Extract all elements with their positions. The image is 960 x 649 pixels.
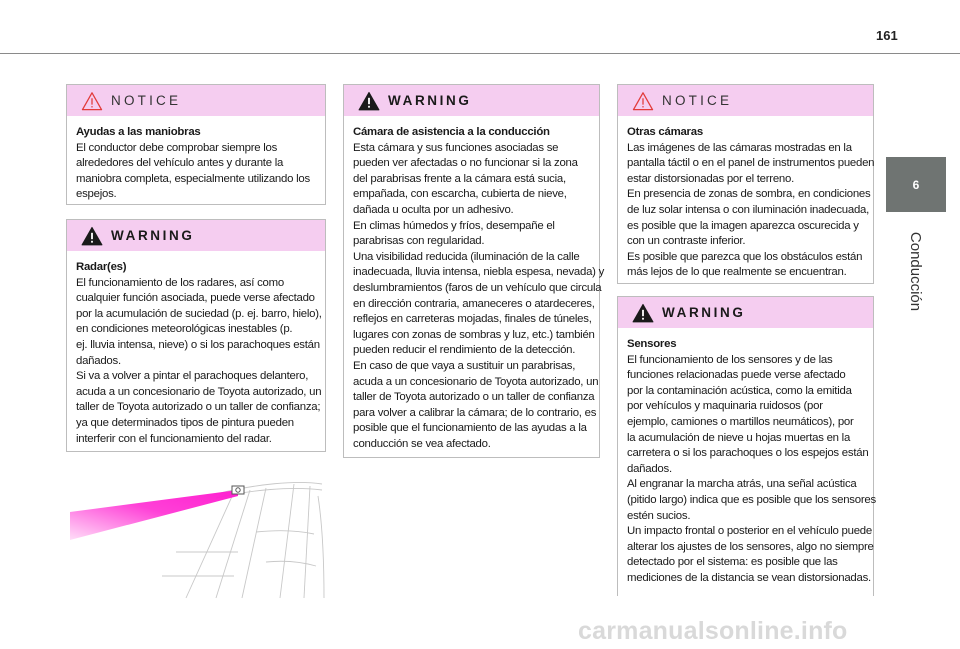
windshield-camera-icon	[66, 472, 328, 600]
box-text-line: Esta cámara y sus funciones asociadas se	[353, 141, 559, 154]
box-text-line: es posible que la imagen aparezca oscurecida y	[627, 219, 859, 232]
box-text-line: por vehículos y maquinaria ruidosos (por	[627, 400, 823, 413]
box-text-line: Una visibilidad reducida (iluminación de la calle	[353, 250, 580, 263]
box-text-line: ya que determinados tipos de pintura pueden	[76, 416, 294, 429]
box-lines	[76, 141, 316, 203]
warning-box-sensors	[617, 296, 874, 596]
warning-box-radar	[66, 219, 326, 452]
box-body	[618, 328, 876, 587]
box-text-line: ej. lluvia intensa, nieve) o si los parachoques están	[76, 338, 320, 351]
box-header	[344, 85, 599, 116]
chapter-title-text: Conducción	[907, 231, 925, 311]
box-lines	[76, 276, 322, 448]
box-text-line: estar distorsionadas por el terreno.	[627, 172, 795, 185]
box-text-line: Las imágenes de las cámaras mostradas en la	[627, 141, 852, 154]
box-text-line: en dirección contraria, amaneceres o atardeceres,	[353, 297, 595, 310]
box-text-line: dañada u oculta por un adhesivo.	[353, 203, 514, 216]
box-text-line: conducción se vea afectado.	[353, 437, 491, 450]
box-header	[618, 297, 873, 328]
chapter-tab[interactable]: 6	[886, 157, 946, 212]
box-body	[618, 116, 873, 281]
box-text-line: alrededores del vehículo antes y durante la	[76, 157, 284, 170]
box-text-line: posible que el funcionamiento de las ayudas a la	[353, 422, 587, 435]
box-text-line: lugares con zonas de sombras y luz, etc.) también	[353, 328, 595, 341]
chapter-title	[892, 216, 940, 326]
box-header-label: NOTICE	[662, 93, 733, 108]
box-header-label: NOTICE	[111, 93, 182, 108]
box-text-line: detectado por el sistema: es posible que las	[627, 556, 838, 569]
box-body	[67, 116, 325, 203]
box-text-line: (pitido largo) indica que es posible que los sensores	[627, 493, 876, 506]
box-header-label: WARNING	[662, 305, 746, 320]
box-text-line: parabrisas con regularidad.	[353, 235, 485, 248]
box-text-line: El funcionamiento de los sensores y de las	[627, 353, 833, 366]
box-title: Sensores	[627, 338, 677, 350]
box-text-line: pueden ver afectadas o no funcionar si la zona	[353, 157, 578, 170]
box-title: Ayudas a las maniobras	[76, 126, 201, 138]
box-text-line: cualquier función asociada, puede verse afectado	[76, 292, 315, 305]
box-header-label: WARNING	[111, 228, 195, 243]
box-title: Otras cámaras	[627, 126, 703, 138]
box-header	[67, 85, 325, 116]
box-text-line: funciones relacionadas puede verse afectado	[627, 369, 846, 382]
warning-box-driving-camera	[343, 84, 605, 458]
warning-outline-icon	[632, 91, 654, 111]
box-text-line: de luz solar intensa o con iluminación inadecuada,	[627, 203, 870, 216]
box-body	[67, 251, 325, 447]
box-text-line: En caso de que vaya a sustituir un parabrisas,	[353, 359, 576, 372]
box-text-line: para volver a calibrar la cámara; de lo contrario, es	[353, 406, 597, 419]
page-number: 161	[876, 28, 898, 43]
box-text-line: con un contraste inferior.	[627, 235, 746, 248]
box-header	[67, 220, 325, 251]
warning-filled-icon	[81, 226, 103, 246]
box-text-line: pantalla táctil o en el panel de instrumentos pueden	[627, 157, 875, 170]
box-text-line: taller de Toyota autorizado o un taller de confianza;	[76, 401, 321, 414]
warning-outline-icon	[81, 91, 103, 111]
box-text-line: interferir con el funcionamiento del radar.	[76, 432, 272, 445]
box-text-line: del parabrisas frente a la cámara está sucia,	[353, 172, 566, 185]
box-text-line: Es posible que parezca que los obstáculos están	[627, 250, 863, 263]
box-title: Cámara de asistencia a la conducción	[353, 126, 550, 138]
box-title: Radar(es)	[76, 261, 127, 273]
box-text-line: Un impacto frontal o posterior en el vehículo puede	[627, 525, 872, 538]
box-text-line: maniobra completa, especialmente utilizando los	[76, 172, 310, 185]
box-lines	[353, 141, 605, 453]
box-text-line: El funcionamiento de los radares, así como	[76, 276, 284, 289]
box-text-line: alterar los ajustes de los sensores, algo no siempre	[627, 540, 874, 553]
box-text-line: espejos.	[76, 188, 117, 201]
box-text-line: por la contaminación acústica, como la emitida	[627, 384, 852, 397]
box-text-line: deslumbramientos (faros de un vehículo que circula	[353, 281, 602, 294]
box-text-line: la acumulación de nieve u hojas muertas en la	[627, 431, 851, 444]
box-text-line: acuda a un concesionario de Toyota autorizado, un	[76, 385, 322, 398]
box-text-line: mediciones de la distancia se vean distorsionadas.	[627, 571, 871, 584]
box-text-line: inadecuada, lluvia intensa, niebla espesa, nevada) y	[353, 266, 605, 279]
box-text-line: En climas húmedos y fríos, desempañe el	[353, 219, 555, 232]
box-header	[618, 85, 873, 116]
box-text-line: reflejos en carreteras mojadas, finales de túneles,	[353, 313, 592, 326]
box-text-line: Si va a volver a pintar el parachoques delantero,	[76, 370, 309, 383]
box-text-line: ejemplo, camiones o martillos neumáticos), por	[627, 415, 854, 428]
box-text-line: acuda a un concesionario de Toyota autorizado, un	[353, 375, 599, 388]
notice-box-other-cameras	[617, 84, 874, 284]
box-text-line: más lejos de lo que realmente se encuentran.	[627, 266, 847, 279]
box-text-line: empañada, con escarcha, cubierta de nieve,	[353, 188, 567, 201]
top-rule	[0, 53, 960, 54]
box-text-line: Al engranar la marcha atrás, una señal acústica	[627, 478, 857, 491]
box-header-label: WARNING	[388, 93, 472, 108]
box-text-line: pueden reducir el rendimiento de la detección.	[353, 344, 576, 357]
box-text-line: taller de Toyota autorizado o un taller de confianza	[353, 391, 595, 404]
box-lines	[627, 353, 876, 587]
box-text-line: dañados.	[76, 354, 121, 367]
box-lines	[627, 141, 875, 281]
box-body	[344, 116, 605, 452]
camera-beam	[70, 490, 238, 540]
box-text-line: carretera o si los parachoques o los espejos están	[627, 447, 869, 460]
notice-box-maneuvers	[66, 84, 326, 205]
warning-filled-icon	[632, 303, 654, 323]
warning-filled-icon	[358, 91, 380, 111]
box-text-line: El conductor debe comprobar siempre los	[76, 141, 278, 154]
box-text-line: En presencia de zonas de sombra, en condiciones	[627, 188, 871, 201]
box-text-line: dañados.	[627, 462, 672, 475]
watermark: carmanualsonline.info	[578, 617, 848, 645]
box-text-line: por la acumulación de suciedad (p. ej. barro, hielo),	[76, 307, 322, 320]
box-text-line: estén sucios.	[627, 509, 691, 522]
box-text-line: en condiciones meteorológicas inestables (p.	[76, 323, 293, 336]
